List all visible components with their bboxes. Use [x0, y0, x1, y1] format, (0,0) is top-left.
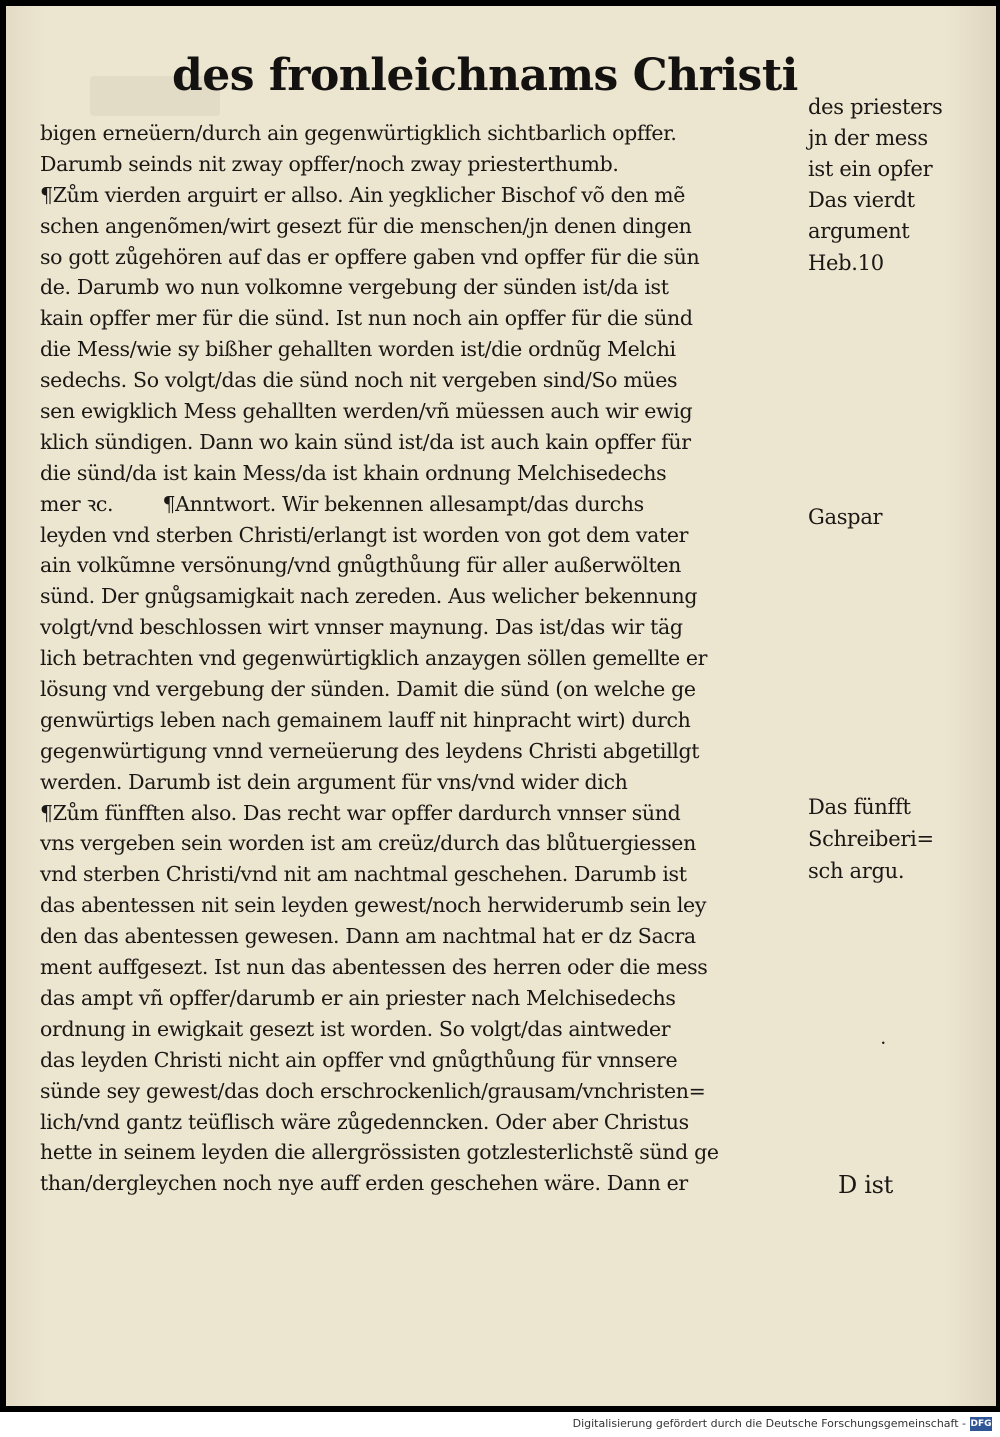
text-line: lich/vnd gantz teüflisch wäre zůgedenncken. Oder aber Christus — [40, 1109, 689, 1134]
text-line: kain opffer mer für die sünd. Ist nun noch ain opffer für die sünd — [40, 306, 693, 331]
catchword: D ist — [838, 1171, 894, 1199]
margin-note-line: jn der mess — [808, 126, 928, 150]
main-text-block — [40, 118, 800, 1199]
margin-note-line: des priesters — [808, 95, 943, 119]
margin-note-line: ist ein opfer — [808, 157, 933, 181]
text-line: lösung vnd vergebung der sünden. Damit die sünd (on welche ge — [40, 677, 696, 702]
text-line: ain volkũmne versönung/vnd gnůgthůung für aller außerwölten — [40, 553, 681, 578]
text-line: sedechs. So volgt/das die sünd noch nit vergeben sind/So mües — [40, 368, 678, 393]
margin-note-line: Heb.10 — [808, 251, 884, 275]
text-line: mer ꝛc. ¶Anntwort. Wir bekennen allesampt/das durchs — [40, 491, 644, 516]
text-line: volgt/vnd beschlossen wirt vnnser maynung. Das ist/das wir täg — [40, 615, 683, 640]
margin-note-line: sch argu. — [808, 859, 905, 883]
text-line: leyden vnd sterben Christi/erlangt ist worden von got dem vater — [40, 522, 689, 547]
text-line: den das abentessen gewesen. Dann am nachtmal hat er dz Sacra — [40, 924, 696, 949]
text-line: die sünd/da ist kain Mess/da ist khain ordnung Melchisedechs — [40, 460, 667, 485]
text-line: de. Darumb wo nun volkomne vergebung der sünden ist/da ist — [40, 275, 669, 300]
text-line: vnd sterben Christi/vnd nit am nachtmal geschehen. Darumb ist — [40, 862, 687, 887]
text-line: sen ewigklich Mess gehallten werden/vñ müessen auch wir ewig — [40, 399, 693, 424]
text-line: so gott zůgehören auf das er opffere gaben vnd opffer für die sün — [40, 244, 700, 269]
text-line: gegenwürtigung vnnd verneüerung des leydens Christi abgetillgt — [40, 738, 700, 763]
text-line: genwürtigs leben nach gemainem lauff nit hinpracht wirt) durch — [40, 707, 691, 732]
text-line: schen angenõmen/wirt gesezt für die menschen/jn denen dingen — [40, 213, 692, 238]
text-line: die Mess/wie sy bißher gehallten worden ist/die ordnũg Melchi — [40, 337, 676, 362]
text-line: sünde sey gewest/das doch erschrockenlich/grausam/vnchristen= — [40, 1078, 706, 1103]
text-line: das abentessen nit sein leyden gewest/noch herwiderumb sein ley — [40, 893, 707, 918]
margin-mark: ˙ — [878, 1039, 889, 1063]
margin-note-line: Das vierdt — [808, 188, 915, 212]
footer-credit: Digitalisierung gefördert durch die Deutsche Forschungsgemeinschaft - — [572, 1417, 966, 1430]
text-line: ment auffgesezt. Ist nun das abentessen des herren oder die mess — [40, 955, 708, 980]
text-line: das ampt vñ opffer/darumb er ain priester nach Melchisedechs — [40, 985, 676, 1010]
margin-note-line: argument — [808, 219, 910, 243]
text-line: than/dergleychen noch nye auff erden geschehen wäre. Dann er — [40, 1171, 688, 1196]
text-line: ¶Zům fünfften also. Das recht war opffer dardurch vnnser sünd — [40, 800, 681, 825]
text-line: hette in seinem leyden die allergrössisten gotzlesterlichstẽ sünd ge — [40, 1140, 719, 1165]
book-page — [6, 6, 996, 1406]
text-line: Darumb seinds nit zway opffer/noch zway priesterthumb. — [40, 151, 619, 176]
text-line: sünd. Der gnůgsamigkait nach zereden. Aus welicher bekennung — [40, 584, 698, 609]
page-title: des fronleichnams Christi — [172, 50, 798, 101]
text-line: lich betrachten vnd gegenwürtigklich anzaygen söllen gemellte er — [40, 646, 708, 671]
text-line: das leyden Christi nicht ain opffer vnd gnůgthůung für vnnsere — [40, 1047, 678, 1072]
text-line: bigen erneüern/durch ain gegenwürtigklich sichtbarlich opffer. — [40, 121, 677, 145]
margin-note-line: Das fünfft — [808, 795, 911, 819]
text-line: ordnung in ewigkait gesezt ist worden. So volgt/das aintweder — [40, 1016, 671, 1041]
text-line: werden. Darumb ist dein argument für vns/vnd wider dich — [40, 769, 628, 794]
margin-note-line: Gaspar — [808, 505, 883, 529]
text-line: klich sündigen. Dann wo kain sünd ist/da ist auch kain opffer für — [40, 429, 691, 454]
margin-note-line: Schreiberi= — [808, 827, 934, 851]
text-line: vns vergeben sein worden ist am creüz/durch das blůtuergiessen — [40, 831, 696, 856]
dfg-logo: DFG — [970, 1419, 992, 1429]
text-line: ¶Zům vierden arguirt er allso. Ain yegklicher Bischof võ den mẽ — [40, 182, 686, 207]
